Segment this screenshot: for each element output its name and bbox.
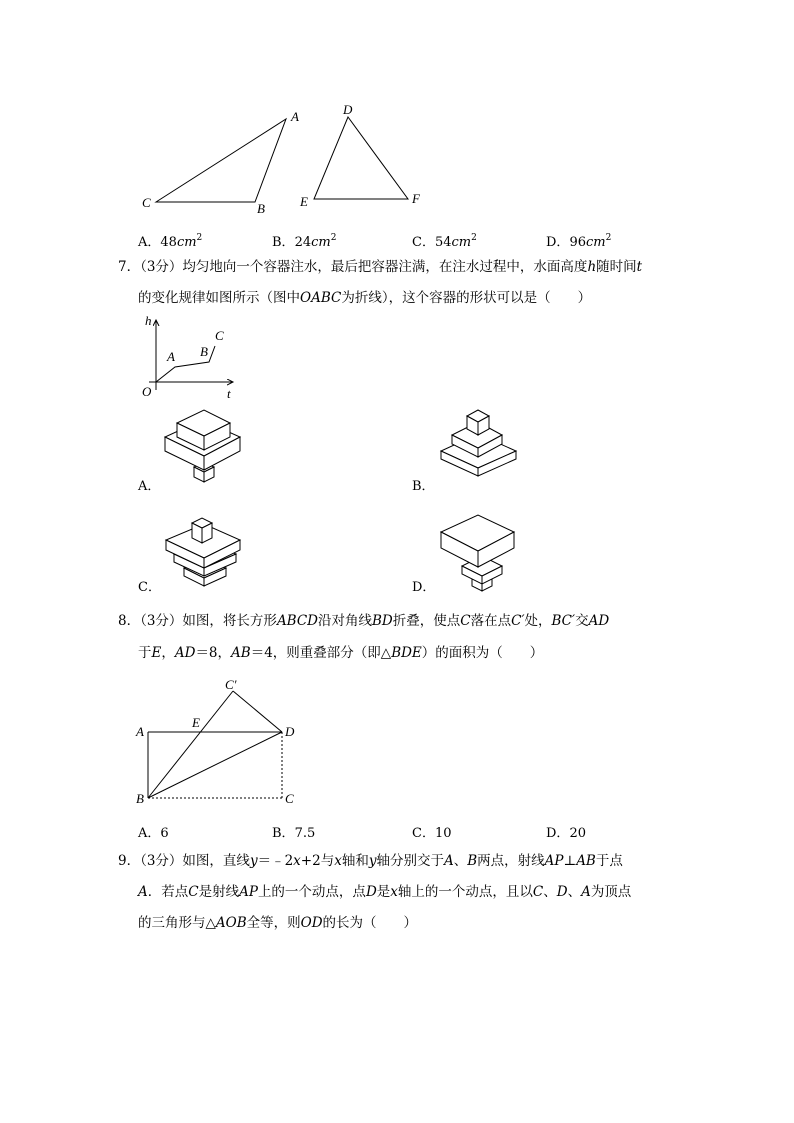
label-A: A [291, 109, 299, 124]
q8-option-b[interactable]: B．7.5 [272, 826, 316, 841]
q7-choice-a-label: A． [138, 479, 161, 494]
q7-container-a[interactable] [160, 405, 245, 487]
q7-container-d[interactable] [436, 512, 521, 594]
q9-stem-line3: 的三角形与△AOB全等，则OD的长为（ ） [138, 915, 418, 931]
q8-stem-line1: 8．（3分）如图，将长方形ABCD沿对角线BD折叠，使点C落在点C′处，BC′交AD [118, 613, 610, 629]
q7-stem-line1: 7．（3分）均匀地向一个容器注水，最后把容器注满，在注水过程中，水面高度h随时间t [118, 259, 643, 275]
graph-label-O: O [142, 384, 152, 399]
diagonal-bd [148, 732, 282, 798]
graph-label-h: h [145, 313, 152, 328]
q8-label-A: A [136, 724, 144, 739]
q9-stem-line1: 9．（3分）如图，直线y＝﹣2x+2与x轴和y轴分别交于A、B两点，射线AP⊥AB于点 [118, 853, 623, 869]
q6-option-b[interactable]: B．$24cm^2$ [272, 233, 337, 250]
q6-option-a[interactable]: A．$48cm^2$ [138, 233, 203, 250]
graph-label-A: A [167, 349, 175, 364]
q6-option-d[interactable]: D．$96cm^2$ [546, 233, 612, 250]
q8-option-c[interactable]: C．10 [412, 826, 452, 841]
graph-label-B: B [200, 344, 208, 359]
q8-stem-line2: 于E，AD＝8，AB＝4，则重叠部分（即△BDE）的面积为（ ） [138, 645, 544, 661]
triangle-def [314, 117, 408, 199]
triangle-abc [156, 119, 286, 202]
q7-graph [135, 312, 245, 404]
q7-container-c[interactable] [160, 512, 245, 594]
label-E: E [300, 194, 308, 209]
q7-choice-d-label: D． [412, 580, 436, 595]
fold-bc-prime [148, 691, 233, 798]
q8-options [138, 822, 678, 841]
q8-option-d[interactable]: D．20 [546, 826, 586, 841]
graph-label-C: C [215, 328, 224, 343]
q8-option-a[interactable]: A．6 [138, 826, 169, 841]
q7-choice-b-label: B． [412, 479, 435, 494]
q7-container-b[interactable] [436, 405, 521, 477]
label-D: D [343, 102, 353, 117]
q8-label-C: C [285, 791, 294, 806]
fold-c-prime-d [233, 691, 282, 732]
q8-label-D: D [285, 724, 295, 739]
q7-stem-line2: 的变化规律如图所示（图中OABC为折线），这个容器的形状可以是（ ） [138, 290, 592, 306]
q8-label-Cp: C′ [225, 677, 237, 692]
label-B: B [257, 201, 265, 216]
q8-figure [132, 675, 312, 810]
q7-choice-c-label: C． [138, 580, 161, 595]
q6-figure [130, 95, 430, 220]
q9-stem-line2: A．若点C是射线AP上的一个动点，点D是x轴上的一个动点，且以C、D、A为顶点 [138, 884, 632, 900]
label-C: C [142, 195, 151, 210]
q6-options [138, 231, 678, 250]
label-F: F [412, 191, 420, 206]
q8-label-B: B [136, 791, 144, 806]
q6-option-c[interactable]: C．$54cm^2$ [412, 233, 477, 250]
q8-label-E: E [192, 715, 200, 730]
graph-label-t: t [227, 386, 231, 401]
